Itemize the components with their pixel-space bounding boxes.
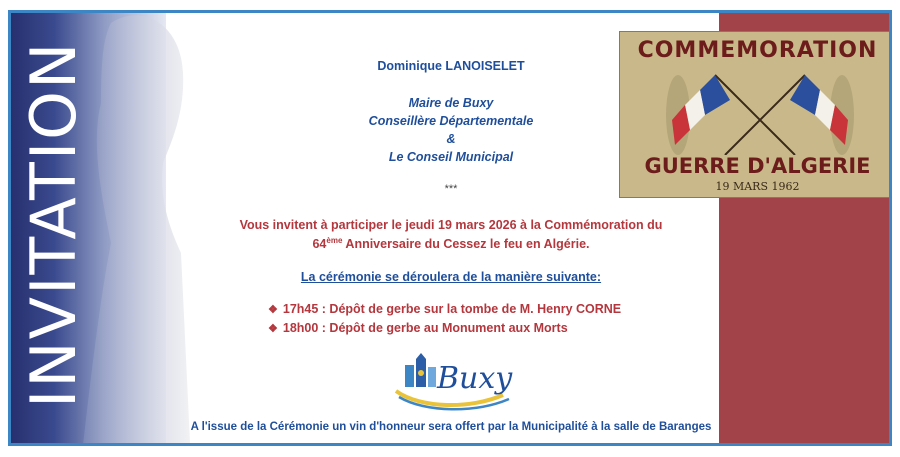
ceremony-heading: La cérémonie se déroulera de la manière suivante: [300, 270, 602, 284]
list-item [268, 321, 621, 340]
ceremony-item-text: 17h45 : Dépôt de gerbe sur la tombe de M. Henry CORNE [282, 302, 622, 316]
buxy-logo [391, 351, 521, 413]
anniversary-suffix: ème [326, 236, 343, 245]
diamond-bullet-icon: ❖ [268, 304, 278, 316]
list-item [268, 302, 621, 321]
role-councillor: Conseillère Départementale [368, 114, 534, 128]
commemoration-banner-image [619, 31, 892, 198]
crossed-flags-icon [660, 70, 860, 155]
banner-subtitle: GUERRE D'ALGERIE [644, 154, 871, 178]
ceremony-list [268, 302, 621, 340]
invitation-vertical-title: INVITATION [17, 40, 90, 408]
separator: *** [444, 183, 458, 195]
ceremony-item-text: 18h00 : Dépôt de gerbe au Monument aux Morts [282, 321, 568, 335]
invitation-line-1: Vous invitent à participer le jeudi 19 mars 2026 à la Commémoration du [239, 218, 663, 232]
invitation-card [8, 10, 892, 446]
banner-title: COMMEMORATION [637, 38, 878, 63]
role-mayor: Maire de Buxy [408, 96, 494, 110]
ampersand: & [446, 132, 456, 146]
invitation-line-2 [171, 236, 731, 251]
role-council: Le Conseil Municipal [388, 150, 514, 164]
footer-note: A l'issue de la Cérémonie un vin d'honneur sera offert par la Municipalité à la salle de Baranges [190, 421, 712, 433]
left-decorative-band [11, 13, 166, 443]
anniversary-number: 64 [312, 237, 327, 252]
banner-date: 19 MARS 1962 [715, 180, 800, 193]
mayor-name: Dominique LANOISELET [377, 59, 525, 73]
anniversary-text: Anniversaire du Cessez le feu en Algérie. [342, 237, 590, 252]
logo-text: Buxy [437, 361, 513, 396]
diamond-bullet-icon: ❖ [268, 323, 278, 335]
